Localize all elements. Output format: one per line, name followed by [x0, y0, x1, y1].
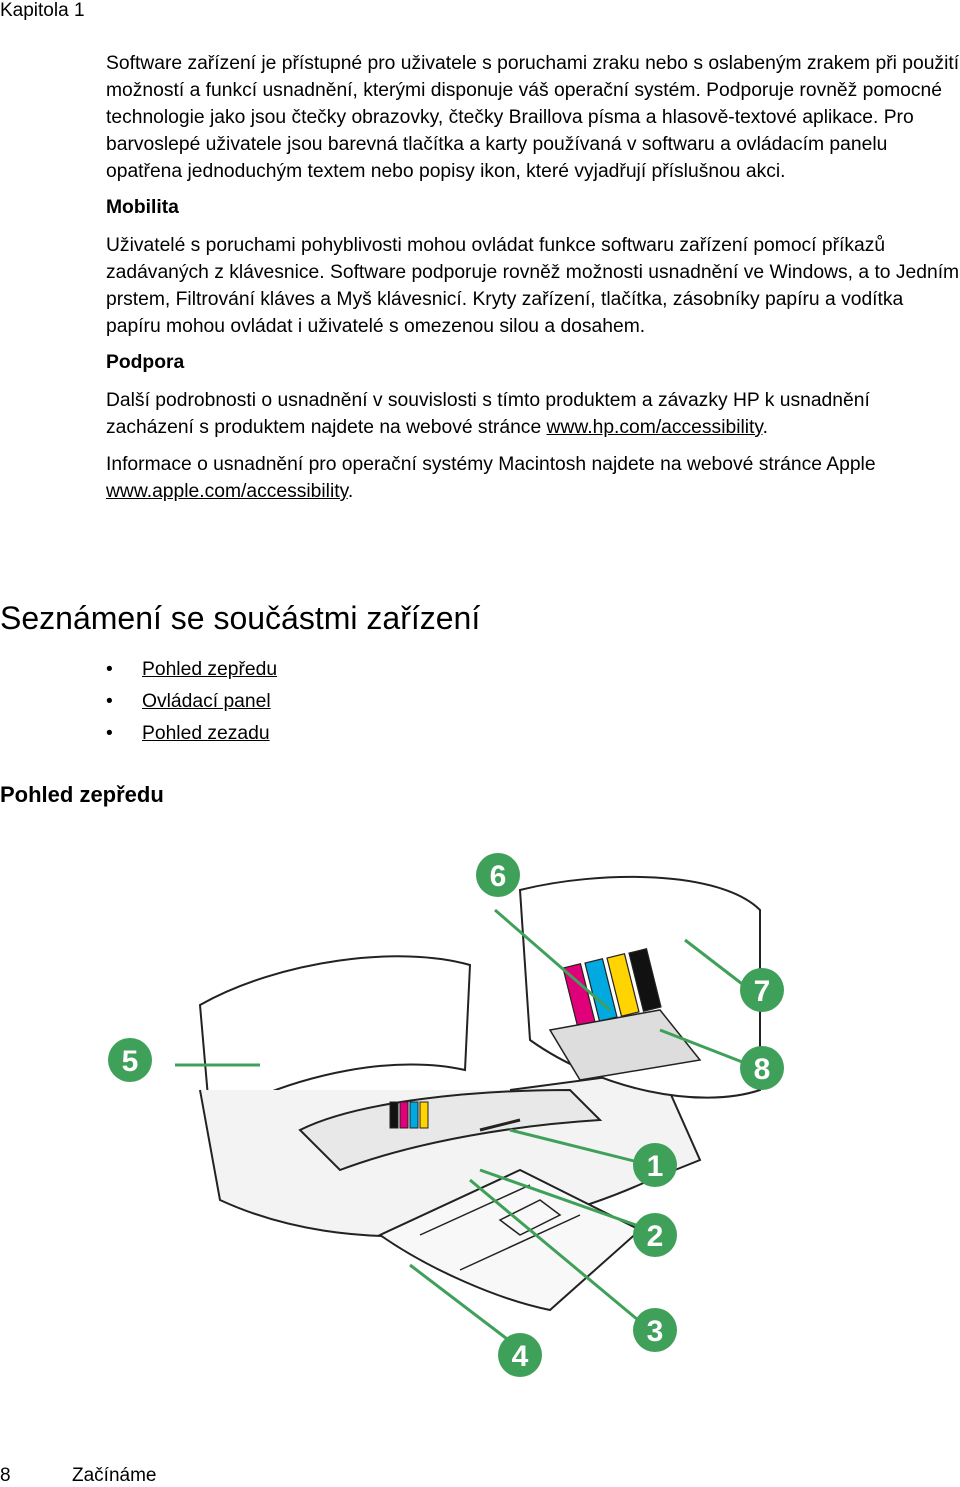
bullet: • [106, 723, 113, 744]
main-content [106, 50, 960, 515]
support-text-hp: Další podrobnosti o usnadnění v souvislosti s tímto produktem a závazky HP k usnadnění zacházení s produktem najdete na webové stránce [106, 390, 870, 438]
callout-6: 6 [489, 860, 507, 893]
support-heading: Podpora [106, 352, 185, 373]
support-text-apple-end: . [347, 481, 354, 502]
front-view-heading: Pohled zepředu [0, 782, 164, 807]
hp-accessibility-link[interactable]: www.hp.com/accessibility [546, 417, 763, 438]
callout-8: 8 [753, 1053, 771, 1086]
chapter-header: Kapitola 1 [0, 0, 85, 21]
callout-3: 3 [646, 1315, 664, 1348]
toc-link-rear-view[interactable]: Pohled zezadu [142, 723, 270, 744]
intro-paragraph: Software zařízení je přístupné pro uživatele s poruchami zraku nebo s oslabeným zrakem při použití možností a funkcí usnadnění, kterými disponuje váš operační systém. Podporuje rovněž pomocné technologie jako jsou čtečky obrazovky, čtečky Braillova písma a hlasově-textové aplikace. Pro barvoslepé uživatele jsou barevná tlačítka a karty používaná v softwaru a ovládacím panelu opatřena jednoduchým textem nebo popisy ikon, které vyjadřují příslušnou akci. [106, 53, 960, 182]
toc-item [106, 719, 277, 751]
toc-link-front-view[interactable]: Pohled zepředu [142, 659, 278, 680]
callout-1: 1 [646, 1150, 664, 1183]
support-text-apple: Informace o usnadnění pro operační systémy Macintosh najdete na webové stránce Apple [106, 454, 876, 475]
support-paragraph-apple [106, 451, 960, 505]
callout-7: 7 [753, 975, 771, 1008]
carriage-inset [520, 877, 760, 1098]
toc-link-control-panel[interactable]: Ovládací panel [142, 691, 271, 712]
page-footer [0, 1465, 156, 1487]
support-text-hp-end: . [762, 417, 768, 438]
bullet: • [106, 659, 113, 680]
apple-accessibility-link[interactable]: www.apple.com/accessibility [106, 481, 348, 502]
printer-front-view-figure [100, 840, 800, 1400]
mobility-paragraph: Uživatelé s poruchami pohyblivosti mohou ovládat funkce softwaru zařízení pomocí příkazů zadávaných z klávesnice. Software podporuje rovněž možnosti usnadnění ve Windows, a to Jedním prstem, Filtrování kláves a Myš klávesnicí. Kryty zařízení, tlačítka, zásobníky papíru a vodítka papíru mohou ovládat i uživatelé s omezenou silou a dosahem. [106, 235, 960, 337]
section-title: Seznámení se součástmi zařízení [0, 600, 481, 636]
page-number: 8 [0, 1465, 11, 1486]
toc-item [106, 687, 277, 719]
toc-item [106, 655, 277, 687]
callout-4: 4 [511, 1340, 529, 1373]
callout-2: 2 [646, 1220, 664, 1253]
mobility-heading: Mobilita [106, 197, 179, 218]
footer-chapter-name: Začínáme [72, 1465, 157, 1486]
support-paragraph-hp [106, 387, 960, 441]
bullet: • [106, 691, 113, 712]
callout-5: 5 [121, 1045, 139, 1078]
section-toc [106, 655, 277, 751]
